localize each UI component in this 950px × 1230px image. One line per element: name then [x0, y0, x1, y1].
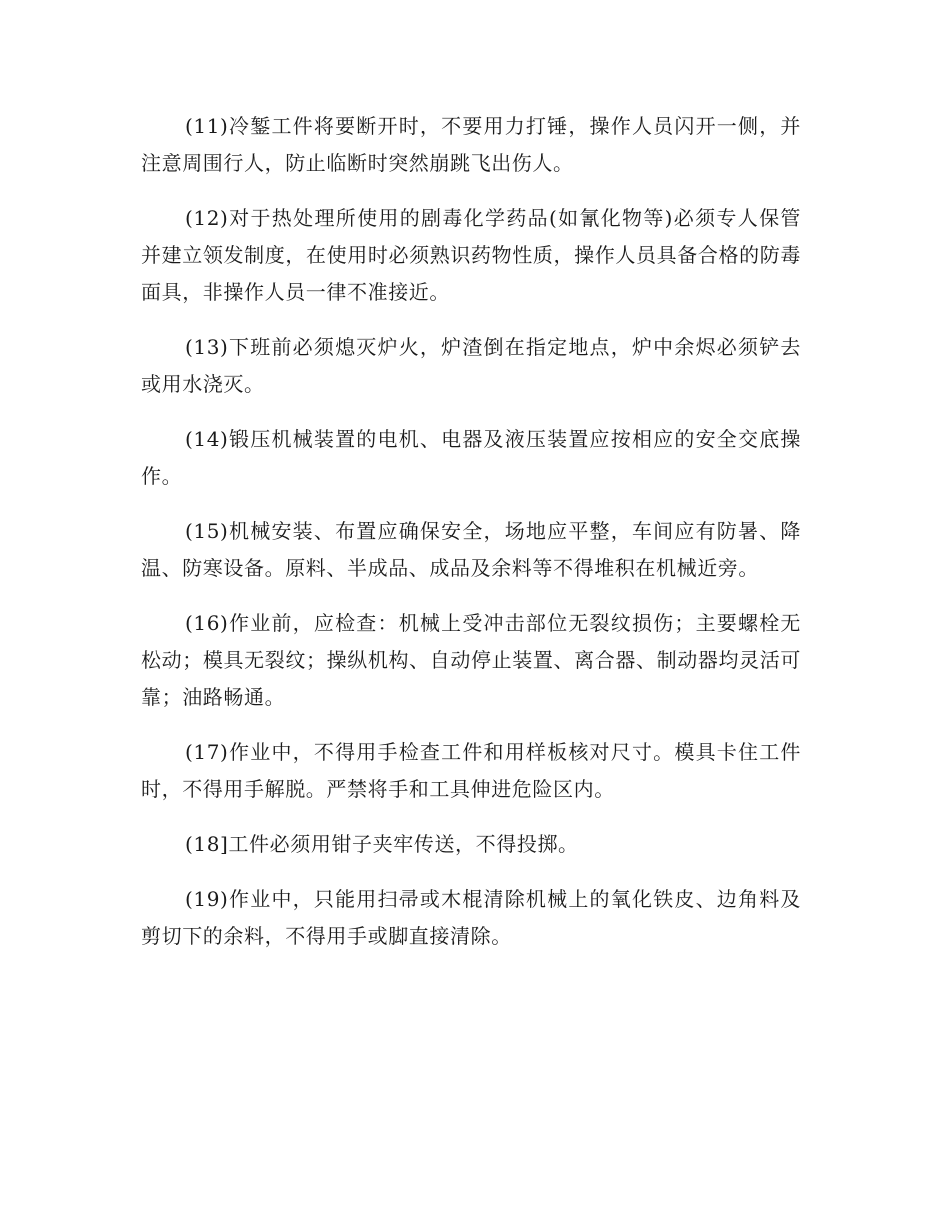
paragraph-19: (19)作业中，只能用扫帚或木棍清除机械上的氧化铁皮、边角料及剪切下的余料，不得用手或脚直接清除。 [141, 887, 801, 948]
paragraph-15: (15)机械安装、布置应确保安全，场地应平整，车间应有防暑、降温、防寒设备。原料、半成品、成品及余料等不得堆积在机械近旁。 [141, 519, 801, 580]
paragraph-12: (12)对于热处理所使用的剧毒化学药品(如氰化物等)必须专人保管并建立领发制度，在使用时必须熟识药物性质，操作人员具备合格的防毒面具，非操作人员一律不准接近。 [141, 206, 801, 304]
document-body [141, 108, 801, 973]
paragraph-18: (18]工件必须用钳子夹牢传送，不得投掷。 [185, 832, 579, 856]
paragraph-16: (16)作业前，应检查：机械上受冲击部位无裂纹损伤；主要螺栓无松动；模具无裂纹；操纵机构、自动停止装置、离合器、制动器均灵活可靠；油路畅通。 [141, 611, 801, 709]
paragraph-14: (14)锻压机械装置的电机、电器及液压装置应按相应的安全交底操作。 [141, 427, 801, 488]
paragraph-11: (11)冷錾工件将要断开时，不要用力打锤，操作人员闪开一侧，并注意周围行人，防止临断时突然崩跳飞出伤人。 [141, 114, 801, 175]
paragraph-17: (17)作业中，不得用手检查工件和用样板核对尺寸。模具卡住工件时，不得用手解脱。严禁将手和工具伸进危险区内。 [141, 740, 801, 801]
paragraph-13: (13)下班前必须熄灭炉火，炉渣倒在指定地点，炉中余烬必须铲去或用水浇灭。 [141, 335, 801, 396]
